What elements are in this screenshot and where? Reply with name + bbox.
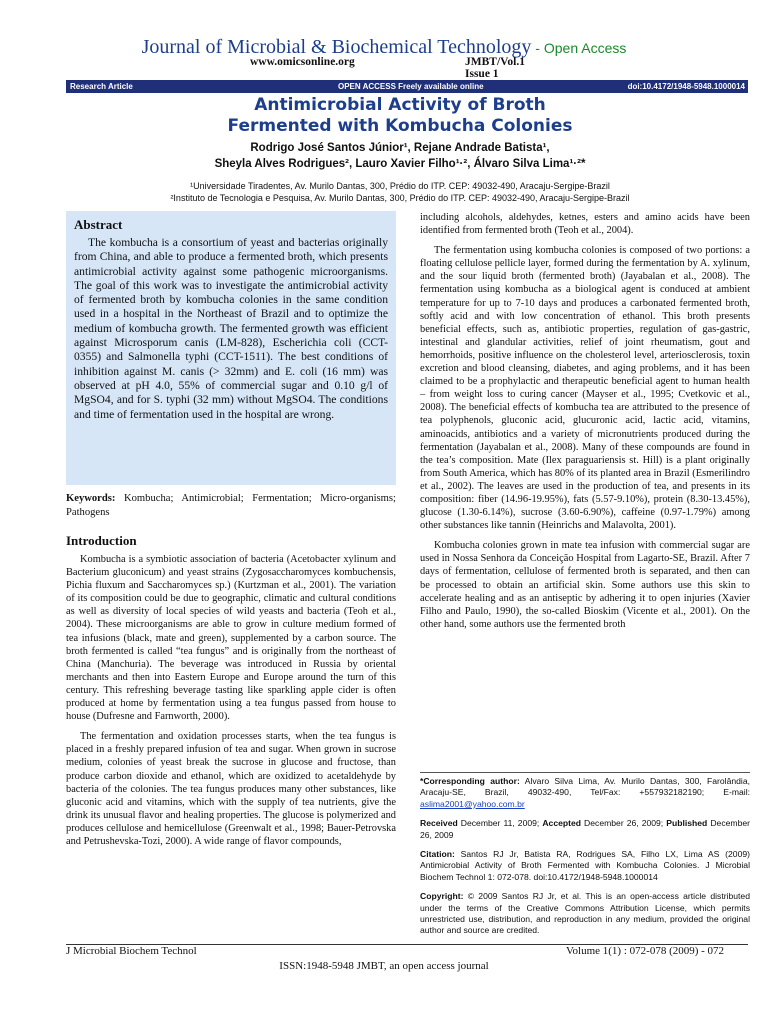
article-info-bar (66, 80, 748, 93)
keywords-label: Keywords: (66, 493, 116, 504)
access-note: OPEN ACCESS Freely available online (338, 82, 484, 91)
abstract-text: The kombucha is a consortium of yeast and bacterias originally from China, and able to produce a fermented broth, which presents antimicrobial activity against some pathogenic microorganisms. The goal of this work was to investigate the antimicrobial activity of fermented broth by kombucha colonies in the same condition used in a hospital in the Northeast of Brazil and to optimize the medium of kombucha growth. The fermented growth was efficient against Microsporum canis (LM-828), Escherichia coli (CCT-0355) and Salmonella typhi (CCT-1511). The best conditions of inhibition against M. canis (> 32mm) and E. coli (16 mm) was observed at pH 4.0, 55% of commercial sugar and 0.10 g/l of MgSO4, and for S. typhi (32 mm) without MgSO4. The conditions and time of fermentation used in the hospital are wrong. (74, 236, 388, 421)
footer-issn: ISSN:1948-5948 JMBT, an open access journal (279, 960, 489, 972)
keywords-text: Kombucha; Antimicrobial; Fermentation; Micro-organisms; Pathogens (66, 493, 396, 518)
footer-journal: J Microbial Biochem Technol (66, 945, 197, 957)
citation-label: Citation: (420, 849, 455, 860)
dates (420, 818, 750, 841)
copyright-label: Copyright: (420, 891, 464, 902)
citation (420, 849, 750, 883)
article-notes (420, 772, 750, 945)
accepted-date: December 26, 2009; (581, 818, 667, 829)
right-column-body (420, 211, 750, 638)
article-type: Research Article (70, 82, 133, 91)
article-doi[interactable]: doi:10.4172/1948-5948.1000014 (627, 82, 745, 91)
received-date: December 11, 2009; (457, 818, 543, 829)
journal-header (0, 36, 768, 59)
affiliation-1: ¹Universidade Tiradentes, Av. Murilo Dantas, 300, Prédio do ITP. CEP: 49032-490, Aracaju-Sergipe-Brazil (190, 181, 610, 191)
journal-url[interactable]: www.omicsonline.org (250, 56, 355, 68)
published-label: Published (666, 818, 708, 829)
right-paragraph-2: The fermentation using kombucha colonies is composed of two portions: a floating cellulose pellicle layer, formed during the fermentation by A. xylinum, and the sour liquid broth (fermented broth) (Jayabalan et al., 2008). The fermentation using kombucha as a biological agent is conduced at ambient temperature for up to 7-10 days and produces a carbonated fermented broth, softly acid and with low concentration of ethanol. This broth presents beneficial effects, such as, antibiotic properties, regulation of gas-gastric, intestinal and glandular activities, relief of joint rheumatism, gout and hemorrhoids, positive influence on the cholesterol level, arteriosclerosis, toxin excretion and blood cleansing, diabetes, and aging problems, and it has been claimed to be a prophylactic and therapeutic beneficial agent to human health – from weight loss to curing cancer (Mayser et al., 1995; Cvetkovic et al., 2008). The beneficial effects of kombucha tea are attributed to the presence of tea polyphenols, gluconic acid, glucuronic acid, lactic acid, vitamins, aminoacids, antibiotics and a variety of micronutrients produced during the fermentation (Jayabalan et al., 2008). Many of these compounds are found in the tea’s composition. Mate (Ilex paraguariensis st. Hill) is a plant originally from South America, which has 80% of its planted area in Brazil (Esmerilindro et al., 2002). The leaves are used in the production of tea, and presents in its composition: fiber (14.96-19.95%), fats (5.57-9.10%), protein (8.30-13.45%), glucose (1.30-6.14%), sucrose (3.60-6.90%), caffeine (0.97-1.79%) among other substances like tannin (Heinrichs and Malavolta, 2001). (420, 245, 750, 532)
introduction-heading: Introduction (66, 533, 137, 548)
intro-paragraph-2: The fermentation and oxidation processes starts, when the tea fungus is placed in a freshly prepared infusion of tea and sugar. When grown in sucrose medium, colonies of yeast break the sucrose in glucose and fructose, than produce carbon dioxide and ethanol, which are oxidized to acetaldehyde by bacteria of the colonies. The tea fungus produces many other substances, like gluconic acid and vitamins, which with the supply of tea nutrients, give the drink its unusual flavor and healing properties. The glucose is polymerized and produces cellulose and hemicellulose (Greenwalt et al., 1998; Bauer-Petrovska and Petrushevska-Tozi, 2000). A wide range of flavor compounds, (66, 731, 396, 847)
correspondence-email[interactable]: aslima2001@yahoo.com.br (420, 798, 525, 809)
affiliation-2: ²Instituto de Tecnologia e Pesquisa, Av. Murilo Dantas, 300, Prédio do ITP. CEP: 49032-490, Aracaju-Sergipe-Brazil (170, 193, 630, 203)
footer-pages: Volume 1(1) : 072-078 (2009) - 072 (566, 945, 725, 957)
intro-paragraph-1: Kombucha is a symbiotic association of bacteria (Acetobacter xylinum and Bacterium gluconicum) and yeast strains (Zygosaccharomyces kombuchensis, Pichia fluxum and Saccharomyces sp.) (Kurtzman et al., 2001). The variation of its composition could be due to geographic, climatic and cultural conditions as well as diversity of local species of wild yeasts and bacteria (Teoh et al., 2004). These microorganisms are able to grow in culture medium formed of tea infusions (black, mate and green), supplemented by a carbon source. The broth fermented is called “tea fungus” and is originally from the northeast of China (Manchuria). The beverage was introduced in Russia by oriental merchants and then into Eastern Europe and Europe around the turn of this century. This refreshing beverage tasting like sparkling apple cider is often produced at home by fermentation using a tea fungus passed from house to house (Dufresne and Farnworth, 2000). (66, 554, 396, 723)
keywords (66, 492, 396, 519)
accepted-label: Accepted (542, 818, 582, 829)
notes-divider (420, 772, 750, 773)
journal-title: Journal of Microbial & Biochemical Technology (141, 36, 532, 58)
authors-line-2: Sheyla Alves Rodrigues², Lauro Xavier Filho¹·², Álvaro Silva Lima¹·²* (214, 158, 586, 170)
right-paragraph-3: Kombucha colonies grown in mate tea infusion with commercial sugar are used in Nossa Senhora da Conceição Hospital from Lagarto-SE, Brazil. After 7 days of fermentation, cellulose of fermented broth is separated, and then can be processed to obtain an artificial skin. Some authors use this skin to accelerate healing and as an antiseptic by adhering it to open injuries (Xavier Filho and Paulo, 1990), the so-called Bioskim (Vicente et al., 2001). On the other hand, some authors use the fermented broth (420, 540, 750, 630)
header-dash: - (531, 40, 544, 56)
authors-line-1: Rodrigo José Santos Júnior¹, Rejane Andrade Batista¹, (250, 142, 550, 154)
abstract-box (66, 211, 396, 485)
article-title (130, 95, 670, 137)
correspondence-label: *Corresponding author: (420, 776, 520, 786)
left-column-body (66, 553, 396, 855)
copyright (420, 891, 750, 937)
journal-volume: JMBT/Vol.1 Issue 1 (465, 56, 525, 80)
published-date: December 26, 2009 (420, 818, 750, 840)
copyright-text: © 2009 Santos RJ Jr, et al. This is an open-access article distributed under the terms of the Creative Commons Attribution License, which permits unrestricted use, distribution, and reproduction in any medium, provided the original author and source are credited. (420, 891, 750, 936)
right-paragraph-1: including alcohols, aldehydes, ketnes, esters and amino acids have been identified from fermented broth (Teoh et al., 2004). (420, 212, 750, 237)
affiliations (130, 180, 670, 204)
open-access-label: Open Access (543, 40, 627, 56)
citation-text: Santos RJ Jr, Batista RA, Rodrigues SA, Filho LX, Lima AS (2009) Antimicrobial Activity of Broth Fermented with Kombucha Colonies. J Microbial Biochem Technol 1: 072-078. doi:10.4172/1948-5948.1000014 (420, 849, 750, 882)
received-label: Received (420, 818, 458, 829)
correspondence-text: Alvaro Silva Lima, Av. Murilo Dantas, 300, Farolândia, Aracaju-SE, Brazil, 49032-490, Tel/Fax: +557932182190; E-mail: (420, 776, 750, 798)
title-line-1: Antimicrobial Activity of Broth (254, 95, 546, 115)
author-list (130, 140, 670, 172)
title-line-2: Fermented with Kombucha Colonies (227, 116, 573, 136)
correspondence (420, 776, 750, 810)
abstract-heading: Abstract (74, 217, 123, 232)
